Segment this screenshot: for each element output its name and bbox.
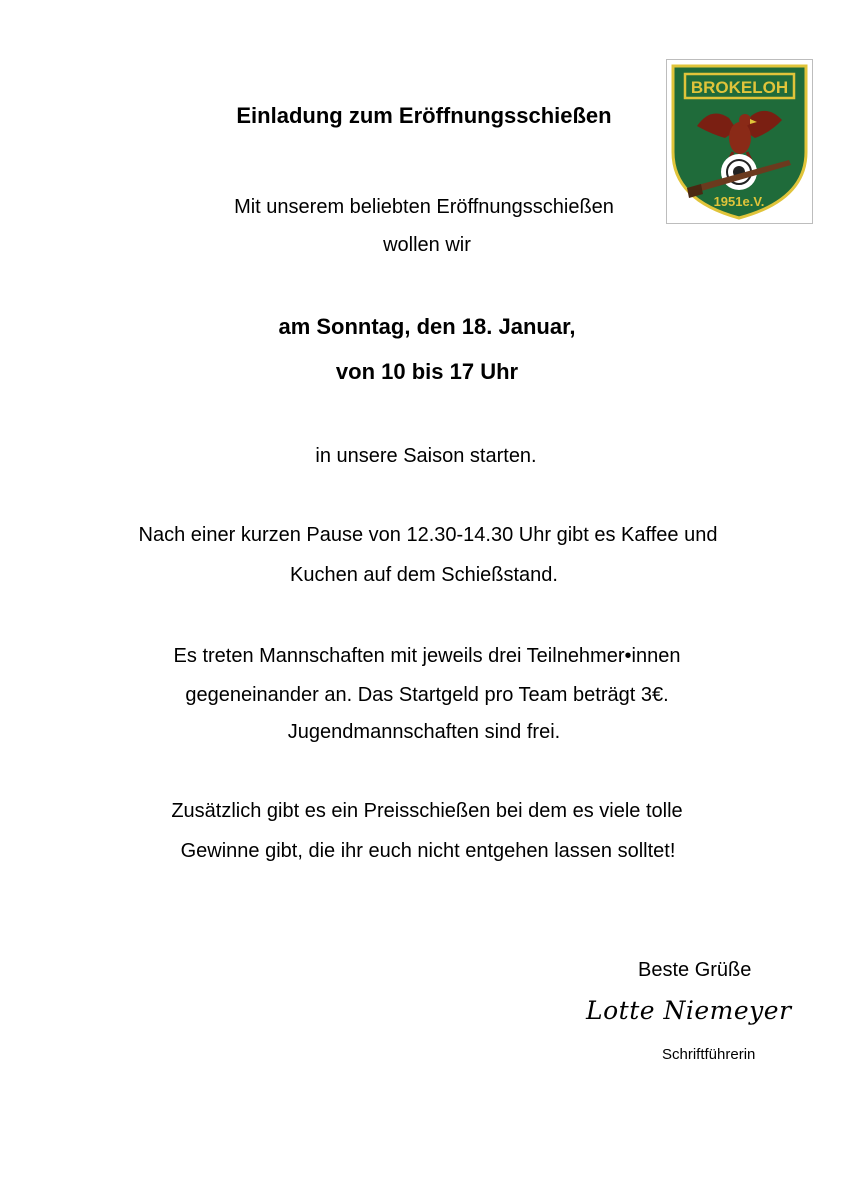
teams-line-3: Jugendmannschaften sind frei. bbox=[287, 721, 561, 743]
pause-line-1: Nach einer kurzen Pause von 12.30-14.30 Uhr gibt es Kaffee und bbox=[138, 524, 718, 546]
teams-line-1: Es treten Mannschaften mit jeweils drei Teilnehmer•innen bbox=[173, 645, 681, 667]
event-time: von 10 bis 17 Uhr bbox=[335, 359, 519, 384]
crest-shield-icon bbox=[667, 60, 812, 223]
club-crest-logo bbox=[666, 59, 813, 224]
signer-role: Schriftführerin bbox=[662, 1046, 756, 1063]
crest-name-text: BROKELOH bbox=[690, 78, 789, 97]
invitation-title: Einladung zum Eröffnungsschießen bbox=[236, 103, 612, 128]
pause-line-2: Kuchen auf dem Schießstand. bbox=[290, 564, 558, 586]
event-date: am Sonntag, den 18. Januar, bbox=[278, 314, 576, 339]
prize-line-1: Zusätzlich gibt es ein Preisschießen bei dem es viele tolle bbox=[171, 800, 683, 822]
closing-greeting: Beste Grüße bbox=[638, 959, 752, 981]
teams-line-2: gegeneinander an. Das Startgeld pro Team beträgt 3€. bbox=[185, 684, 669, 706]
signature: Lotte Niemeyer bbox=[586, 996, 792, 1025]
crest-year-text: 1951e.V. bbox=[713, 194, 765, 209]
intro-line-1: Mit unserem beliebten Eröffnungsschießen bbox=[234, 196, 614, 218]
prize-line-2: Gewinne gibt, die ihr euch nicht entgehen lassen solltet! bbox=[180, 840, 676, 862]
intro-line-2: wollen wir bbox=[383, 234, 471, 256]
season-line: in unsere Saison starten. bbox=[315, 445, 537, 467]
